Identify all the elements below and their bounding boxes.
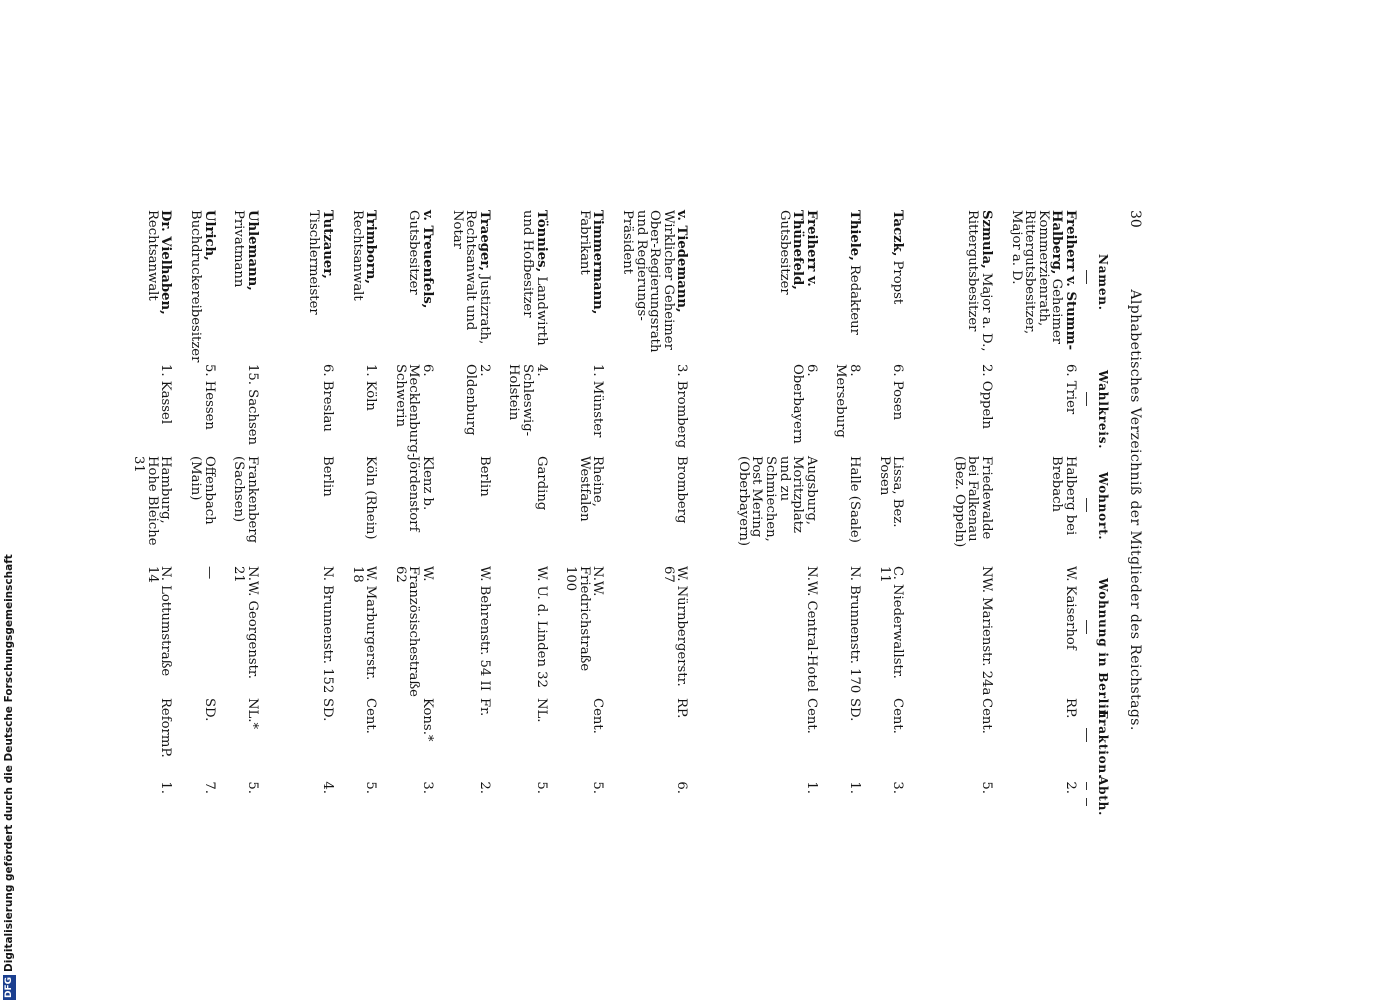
table-row: [1009, 210, 1077, 810]
fraktion-cell: SD.: [201, 698, 217, 722]
column-header-abth: Abth.: [1096, 776, 1110, 817]
wohnort-cell: Hamburg, Hohe Bleiche 31: [131, 456, 174, 546]
wohnort-cell: Köln (Rhein): [363, 456, 379, 540]
member-occupation: Major a. D., Rittergutsbesitzer: [965, 210, 995, 352]
member-name-cell: [952, 210, 993, 360]
member-name-cell: [393, 210, 434, 360]
table-row: [564, 210, 605, 810]
member-occupation: Landwirth und Hofbesitzer: [519, 210, 549, 346]
berlin-address-cell: W. Behrenstr. 54 II: [476, 566, 492, 691]
table-row: [877, 210, 904, 810]
member-surname: Taczk,: [890, 210, 906, 257]
header-rule: [1086, 728, 1087, 742]
member-surname: Timmermann,: [590, 210, 606, 315]
abtheilung-cell: 2.: [1063, 781, 1078, 794]
member-occupation: Rechtsanwalt: [144, 210, 160, 301]
wahlkreis-cell: 6. Trier: [1063, 364, 1078, 415]
member-name-cell: [307, 210, 334, 360]
page-number: 30: [1127, 210, 1143, 228]
berlin-address-cell: NW. Marienstr. 24a: [979, 566, 995, 696]
member-name-cell: [564, 210, 605, 360]
member-surname: Tönnies,: [533, 210, 549, 273]
wohnort-cell: Offenbach (Main): [188, 456, 217, 525]
member-occupation: Justizrath, Rechtsanwalt und Notar: [449, 210, 492, 345]
member-occupation: Gutsbesitzer: [406, 210, 422, 295]
wohnort-cell: Augsburg, Moritzplatz und zu Schmiechen, Post Mering (Oberbayern): [735, 456, 819, 547]
wohnort-cell: Halle (Saale): [847, 456, 863, 543]
member-occupation: Rechtsanwalt: [349, 210, 365, 301]
berlin-address-cell: N.W. Georgenstr. 21: [231, 566, 260, 679]
member-occupation: Wirklicher Geheimer Ober-Regierungsrath und Regierungs-Präsident: [619, 210, 676, 353]
fraktion-cell: Cent.: [803, 698, 819, 734]
member-name-cell: [1009, 210, 1077, 360]
berlin-address-cell: N. Brunnenstr. 170: [847, 566, 863, 694]
member-surname: Traeger,: [476, 210, 492, 271]
member-surname: Ulrich,: [201, 210, 217, 261]
header-rule: [1086, 620, 1087, 634]
berlin-address-cell: —: [201, 566, 217, 580]
member-name-cell: [834, 210, 861, 360]
member-surname: Freiherr v. Thünefeld,: [790, 210, 819, 290]
berlin-address-cell: N.W. Central-Hotel: [803, 566, 819, 692]
fraktion-cell: Cent.: [979, 698, 995, 734]
wahlkreis-cell: 6. Breslau: [320, 364, 336, 432]
wohnort-cell: Garding: [533, 456, 549, 511]
abtheilung-cell: 3.: [890, 781, 906, 794]
digitization-footer: [0, 554, 18, 1000]
berlin-address-cell: N.W. Friedrichstraße 100: [563, 566, 606, 672]
member-name-cell: [736, 210, 818, 360]
document-page: [131, 210, 1143, 817]
column-header-name: Namen.: [1096, 254, 1110, 311]
member-name-cell: [620, 210, 688, 360]
member-occupation: Geheimer Kommerzienrath, Rittergutsbesitzer, Major a. D.: [1008, 210, 1065, 345]
wahlkreis-cell: 2. Oldenburg: [463, 364, 492, 436]
member-name-cell: [877, 210, 904, 360]
wahlkreis-cell: 6. Mecklenburg-Schwerin: [392, 364, 435, 458]
member-surname: Uhlemann,: [244, 210, 260, 291]
page-title: Alphabetisches Verzeichniß der Mitglieder des Reichstags.: [1127, 289, 1143, 731]
abtheilung-cell: 5.: [979, 781, 995, 794]
wahlkreis-cell: 6. Oberbayern: [790, 364, 819, 444]
wohnort-cell: Bromberg: [674, 456, 690, 524]
member-name-cell: [507, 210, 548, 360]
abtheilung-cell: 7.: [201, 781, 217, 794]
member-surname: Trimborn,: [363, 210, 379, 284]
column-header-berlin: Wohnung in Berlin.: [1096, 578, 1110, 724]
wohnort-cell: Friedewalde bei Falkenau (Bez. Oppeln): [951, 456, 995, 548]
table-row: [132, 210, 173, 810]
header-rule: [1086, 392, 1087, 406]
berlin-address-cell: W. Nürnbergerstr. 67: [660, 566, 690, 687]
fraktion-cell: SD.: [847, 698, 863, 722]
column-header-fraktion: Fraktion.: [1096, 710, 1110, 779]
member-surname: Dr. Vielhaben,: [158, 210, 174, 315]
wahlkreis-cell: 2. Oppeln: [979, 364, 995, 429]
fraktion-cell: ReformP.: [158, 698, 174, 758]
member-surname: Freiherr v. Stumm-Halberg,: [1049, 210, 1078, 351]
table-row: [450, 210, 491, 810]
berlin-address-cell: C. Niederwallstr. 11: [876, 566, 906, 679]
abtheilung-cell: 1.: [803, 781, 819, 794]
table-row: [307, 210, 334, 810]
abtheilung-cell: 5.: [590, 781, 606, 794]
berlin-address-cell: W. U. d. Linden 32: [533, 566, 549, 688]
wahlkreis-cell: 4. Schleswig-Holstein: [506, 364, 549, 437]
member-surname: v. Tiedemann,: [674, 210, 690, 313]
fraktion-cell: RP.: [674, 698, 690, 719]
abtheilung-cell: 4.: [320, 781, 336, 794]
member-occupation: Fabrikant: [576, 210, 592, 275]
member-name-cell: [450, 210, 491, 360]
member-surname: Thiele,: [847, 210, 863, 261]
wohnort-cell: Lissa, Bez. Posen: [876, 456, 906, 528]
member-table: [116, 210, 1077, 810]
abtheilung-cell: 2.: [476, 781, 492, 794]
table-row: [507, 210, 548, 810]
table-row: [393, 210, 434, 810]
member-occupation: Propst: [890, 260, 906, 305]
fraktion-cell: SD.: [320, 698, 336, 722]
wohnort-cell: Frankenberg (Sachsen): [231, 456, 260, 544]
footer-text: Digitalisierung gefördert durch die Deutsche Forschungsgemeinschaft: [3, 554, 15, 972]
fraktion-cell: Kons.*: [420, 698, 435, 742]
column-header-wahlkreis: Wahlkreis.: [1096, 370, 1110, 450]
header-rule: [1086, 798, 1087, 806]
member-occupation: Gutsbesitzer: [776, 210, 792, 295]
table-row: [952, 210, 993, 810]
wahlkreis-cell: 1. Köln: [363, 364, 379, 411]
wohnort-cell: Berlin: [320, 456, 336, 497]
berlin-address-cell: W. Kaiserhof: [1063, 566, 1078, 650]
berlin-address-cell: W. Französischestraße 62: [392, 566, 435, 697]
table-row: [736, 210, 818, 810]
fraktion-cell: NL.: [533, 698, 549, 723]
member-occupation: Redakteur: [847, 265, 863, 335]
member-name-cell: [350, 210, 377, 360]
wohnort-cell: Berlin: [476, 456, 492, 497]
header-rule: [1086, 498, 1087, 512]
wahlkreis-cell: 15. Sachsen: [244, 364, 260, 446]
member-name-cell: [232, 210, 259, 360]
abtheilung-cell: 6.: [674, 781, 690, 794]
column-header-wohnort: Wohnort.: [1096, 472, 1110, 541]
wohnort-cell: Klenz b. Jördenstorf: [406, 456, 435, 532]
wahlkreis-cell: 1. Kassel: [158, 364, 174, 425]
abtheilung-cell: 1.: [847, 781, 863, 794]
berlin-address-cell: N. Brunnenstr. 152: [320, 566, 336, 694]
fraktion-cell: RP.: [1063, 698, 1078, 719]
abtheilung-cell: 5.: [533, 781, 549, 794]
abtheilung-cell: 1.: [158, 781, 174, 794]
header-rule: [1086, 782, 1087, 790]
member-occupation: Privatmann: [231, 210, 247, 288]
wahlkreis-cell: 3. Bromberg: [674, 364, 690, 449]
abtheilung-cell: 3.: [420, 781, 435, 794]
member-surname: Szmula,: [979, 210, 995, 269]
wahlkreis-cell: 8. Merseburg: [833, 364, 863, 438]
fraktion-cell: Cent.: [590, 698, 606, 734]
table-row: [834, 210, 861, 810]
wahlkreis-cell: 1. Münster: [590, 364, 606, 438]
fraktion-cell: Cent.: [363, 698, 379, 734]
fraktion-cell: NL.*: [244, 698, 260, 730]
wohnort-cell: Halberg bei Brebach: [1049, 456, 1078, 536]
wahlkreis-cell: 5. Hessen: [201, 364, 217, 430]
wahlkreis-cell: 6. Posen: [890, 364, 906, 421]
table-row: [188, 210, 215, 810]
table-row: [232, 210, 259, 810]
dfg-logo: DFG: [3, 976, 14, 998]
member-occupation: Tischlermeister: [306, 210, 322, 315]
berlin-address-cell: W. Marburgerstr. 18: [349, 566, 379, 681]
table-row: [620, 210, 688, 810]
table-row: [350, 210, 377, 810]
fraktion-cell: Fr.: [476, 698, 492, 717]
wohnort-cell: Rheine, Westfalen: [576, 456, 606, 522]
header-rule: [1086, 270, 1087, 284]
member-name-cell: [132, 210, 173, 360]
berlin-address-cell: N. Lottumstraße 14: [144, 566, 174, 677]
member-occupation: Buchdruckereibesitzer: [188, 210, 204, 363]
member-surname: Tutzauer,: [320, 210, 336, 279]
abtheilung-cell: 5.: [363, 781, 379, 794]
member-name-cell: [188, 210, 217, 363]
fraktion-cell: Cent.: [890, 698, 906, 734]
member-surname: v. Treuenfels,: [420, 210, 435, 309]
abtheilung-cell: 5.: [244, 781, 260, 794]
